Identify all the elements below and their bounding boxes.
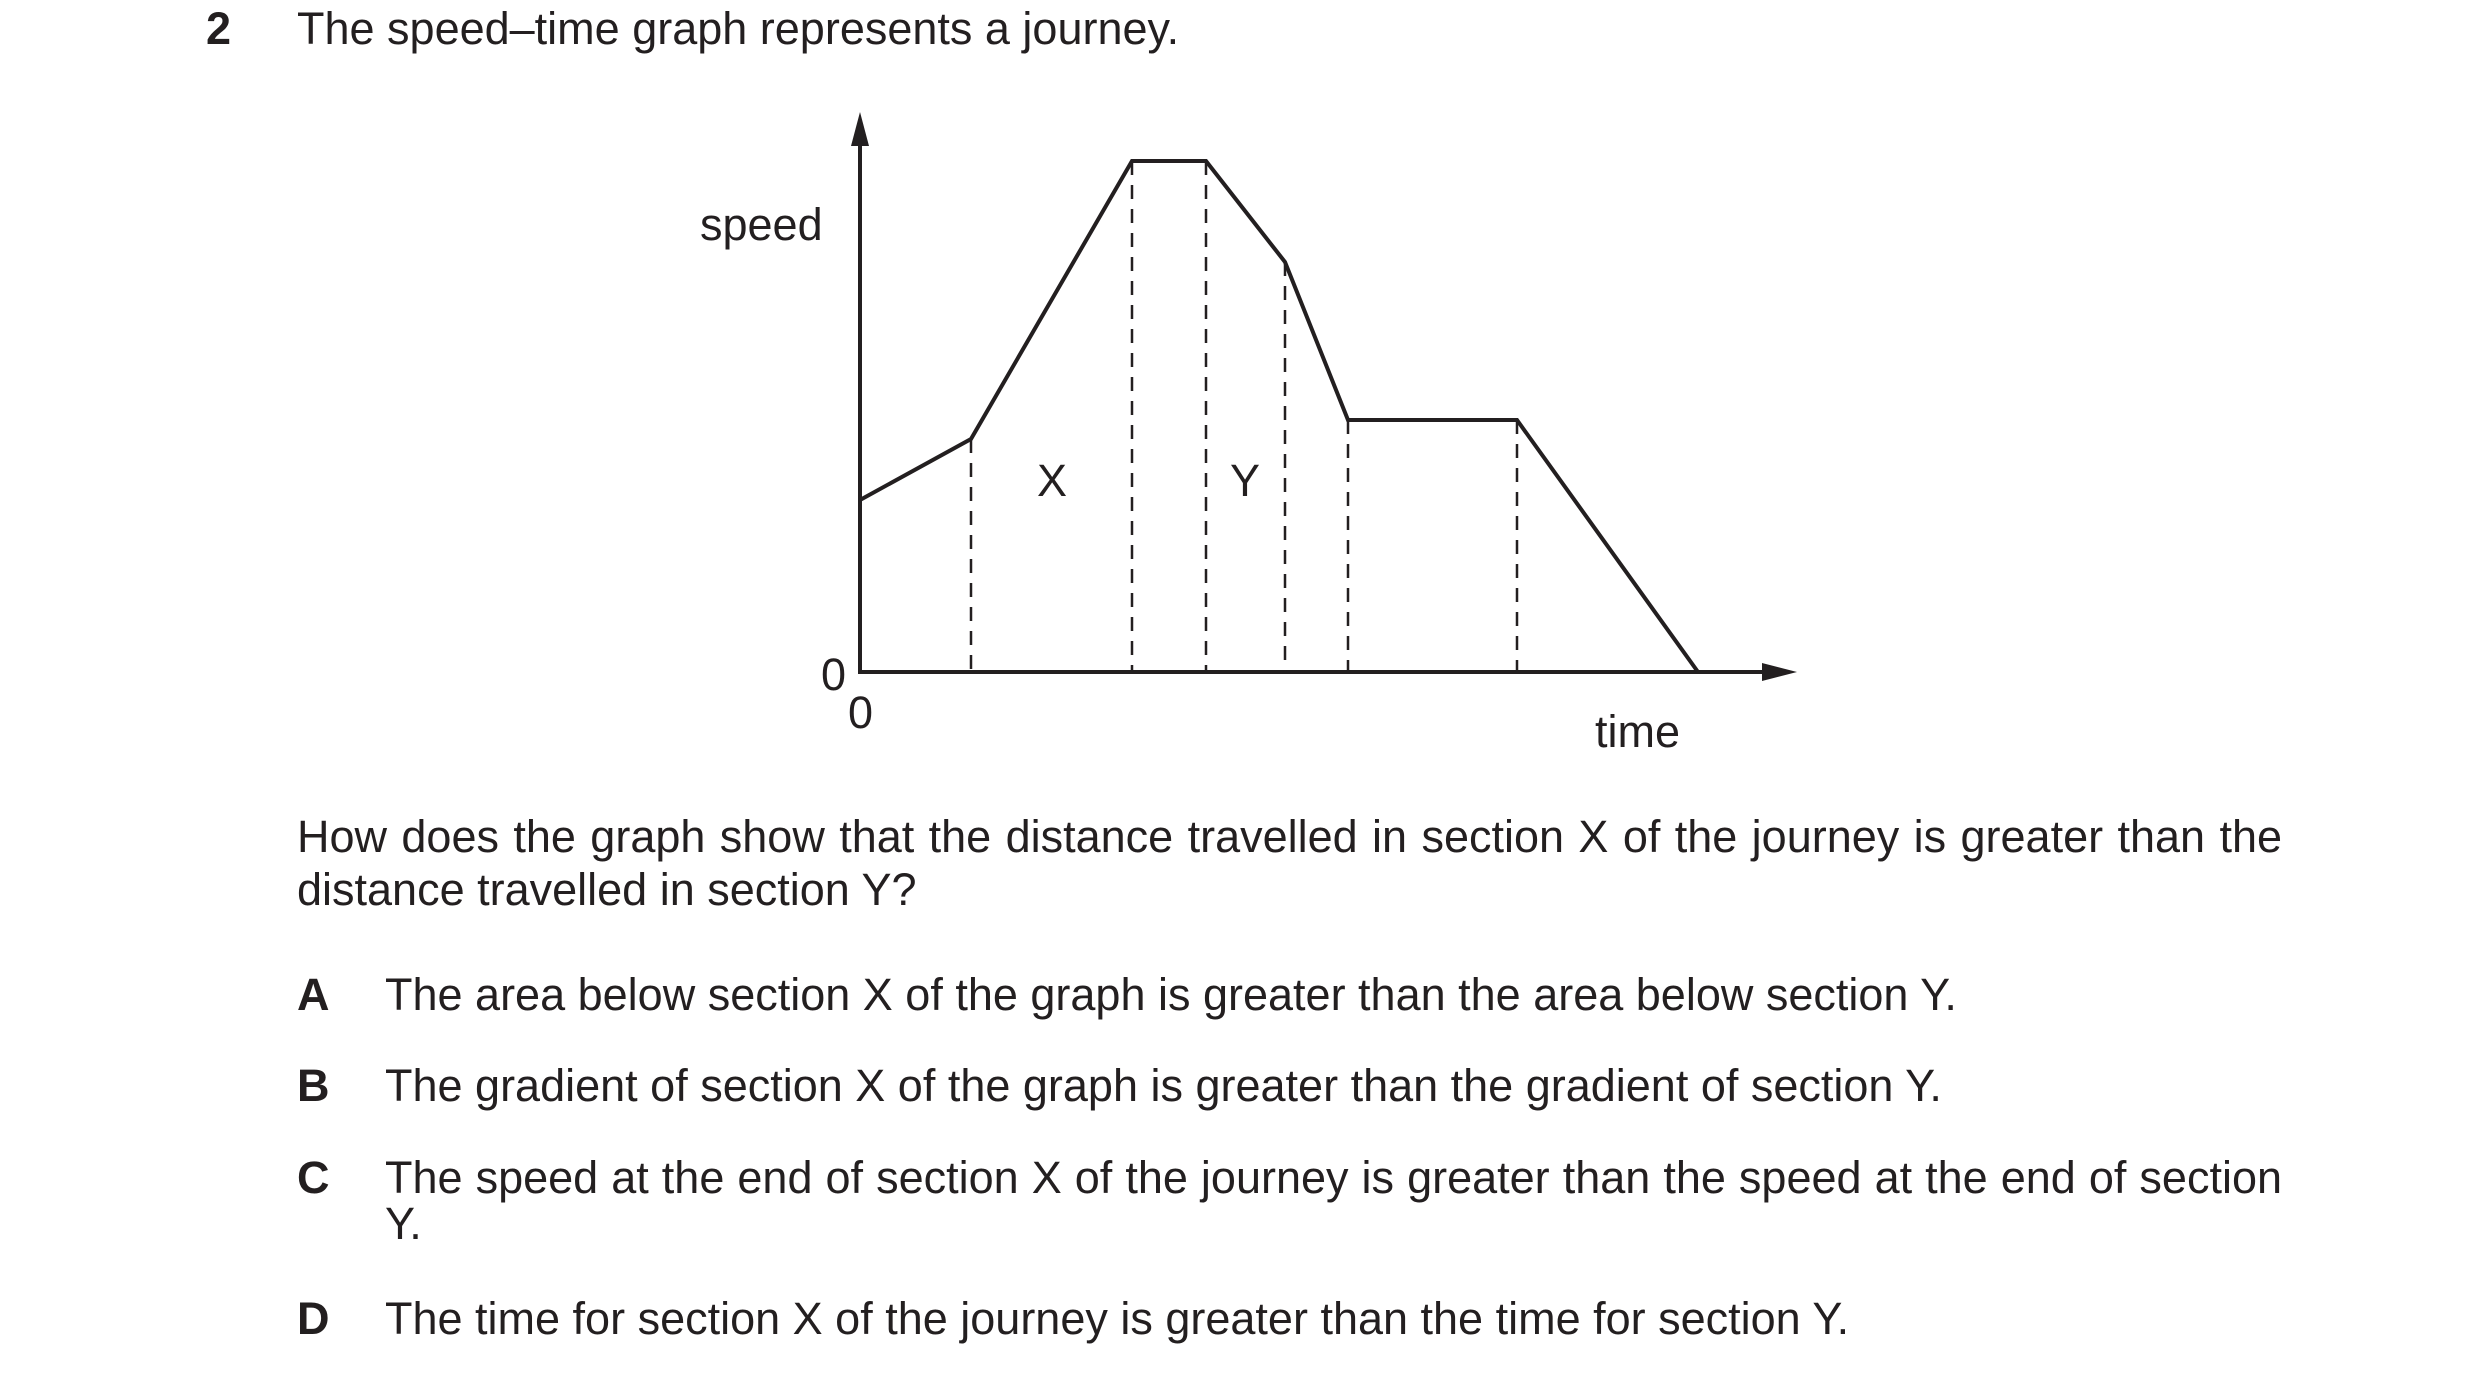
section-y-label: Y [1230,455,1261,506]
question-prompt: How does the graph show that the distance travelled in section X of the journey is greater than the distance travelled in section Y? [297,811,2282,915]
option-a-text: The area below section X of the graph is greater than the area below section Y. [385,969,1957,1020]
x-axis-arrow [1762,663,1797,681]
section-dividers [971,161,1517,672]
option-c-letter: C [297,1152,330,1203]
x-axis-label: time [1595,706,1681,757]
journey-line [860,161,1698,672]
section-x-label: X [1037,455,1068,506]
option-b-letter: B [297,1060,330,1111]
question-stem: The speed–time graph represents a journey. [297,3,1180,54]
option-b-text: The gradient of section X of the graph is greater than the gradient of section Y. [385,1060,1942,1111]
y-axis-arrow [851,112,869,146]
y-origin-label: 0 [821,649,847,700]
option-d-text: The time for section X of the journey is greater than the time for section Y. [385,1293,1850,1344]
option-c-text: The speed at the end of section X of the journey is greater than the speed at the end of section Y. [385,1152,2282,1249]
x-origin-label: 0 [848,687,874,738]
option-d-letter: D [297,1293,330,1344]
y-axis-label: speed [700,199,823,250]
option-a-letter: A [297,969,330,1020]
question-number: 2 [206,3,232,54]
